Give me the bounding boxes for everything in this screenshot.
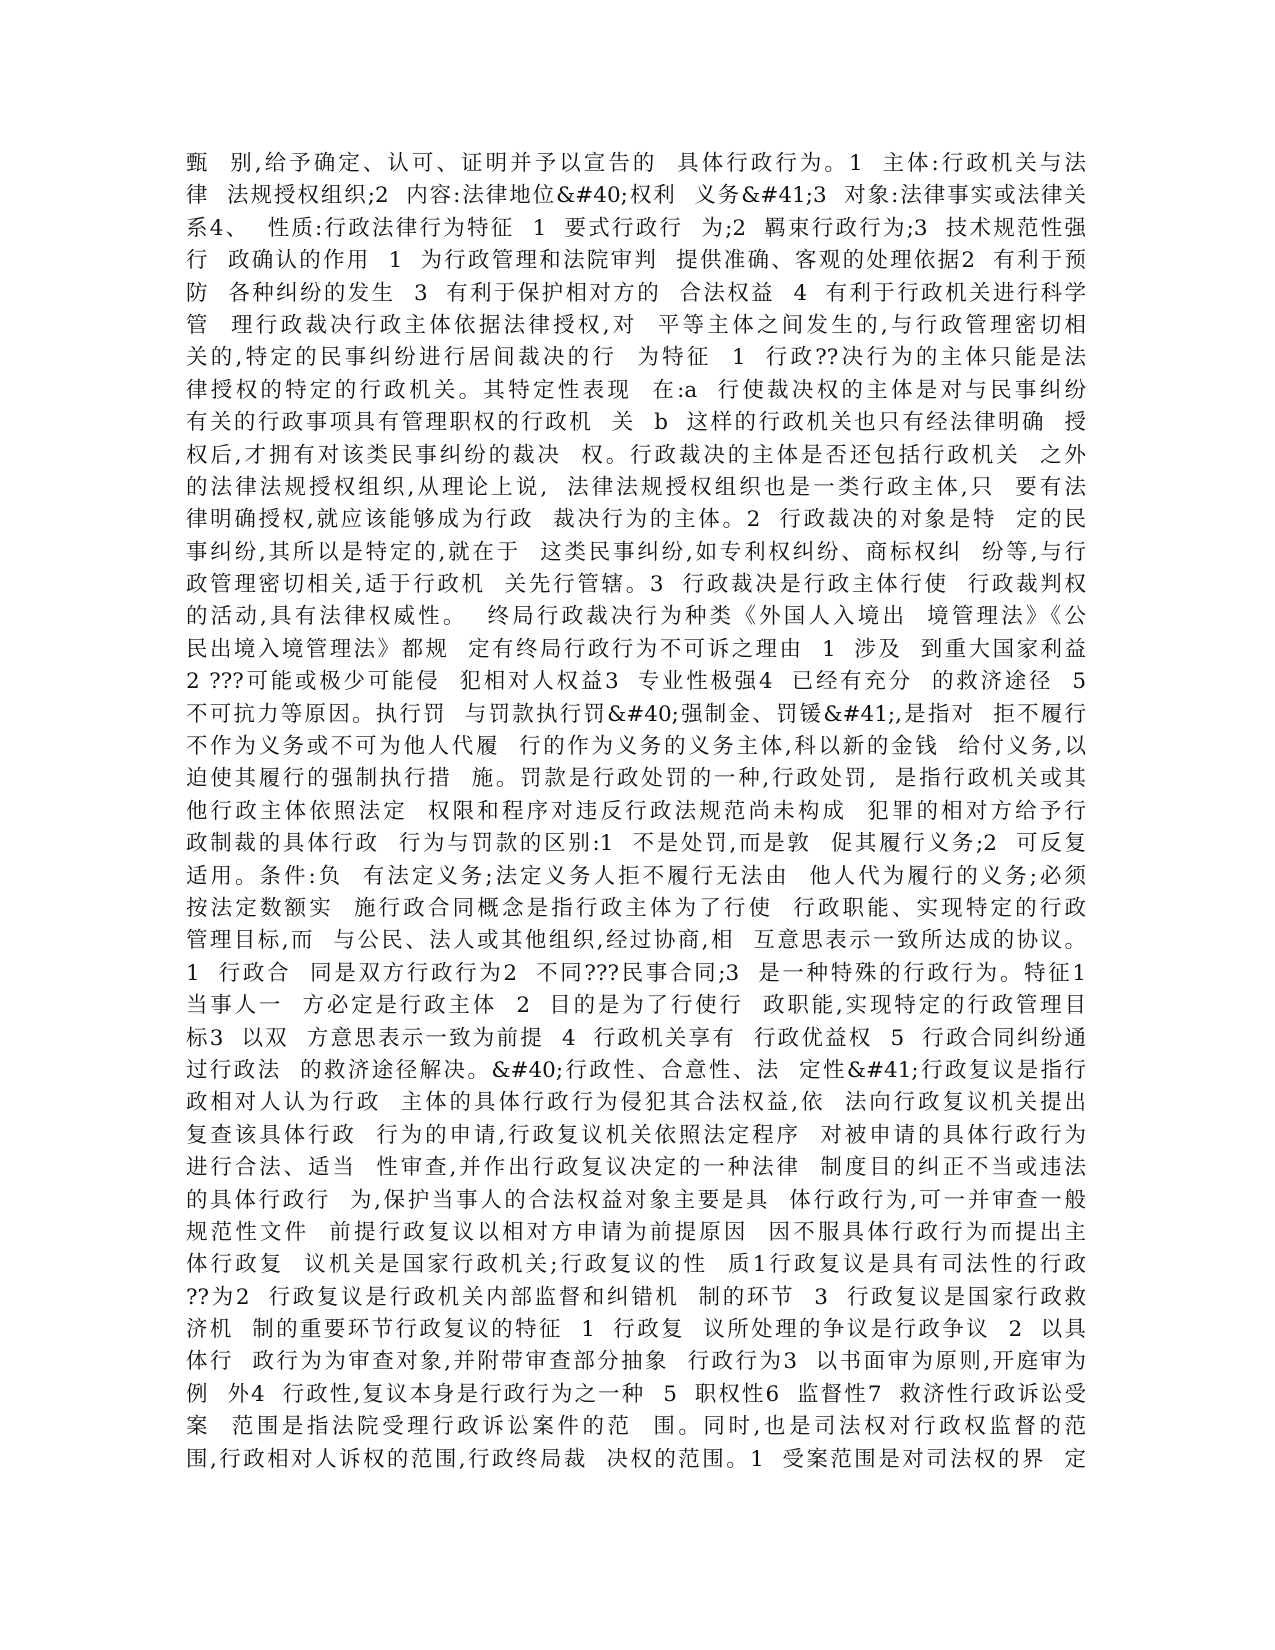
text-line: 关的,特定的民事纠纷进行居间裁决的行 为特征 1 行政??决行为的主体只能是法 bbox=[186, 345, 1086, 371]
text-line: 权后,才拥有对该类民事纠纷的裁决 权。行政裁决的主体是否还包括行政机关 之外 bbox=[186, 442, 1086, 468]
text-line: 迫使其履行的强制执行措 施。罚款是行政处罚的一种,行政处罚, 是指行政机关或其 bbox=[186, 766, 1086, 792]
text-line: 管 理行政裁决行政主体依据法律授权,对 平等主体之间发生的,与行政管理密切相 bbox=[186, 312, 1086, 338]
text-line: 政相对人认为行政 主体的具体行政行为侵犯其合法权益,依 法向行政复议机关提出 bbox=[186, 1090, 1086, 1116]
text-line: 围,行政相对人诉权的范围,行政终局裁 决权的范围。1 受案范围是对司法权的界 定 bbox=[186, 1446, 1086, 1472]
text-line: 体行政复 议机关是国家行政机关;行政复议的性 质1行政复议是具有司法性的行政 bbox=[186, 1252, 1086, 1278]
text-line: 案 范围是指法院受理行政诉讼案件的范 围。同时,也是司法权对行政权监督的范 bbox=[186, 1414, 1086, 1440]
text-line: 当事人一 方必定是行政主体 2 目的是为了行使行 政职能,实现特定的行政管理目 bbox=[186, 993, 1086, 1019]
body-text bbox=[186, 148, 1086, 1476]
text-line: 规范性文件 前提行政复议以相对方申请为前提原因 因不服具体行政行为而提出主 bbox=[186, 1219, 1086, 1245]
text-line: 不作为义务或不可为他人代履 行的作为义务的义务主体,科以新的金钱 给付义务,以 bbox=[186, 734, 1086, 760]
text-line: 系4、 性质:行政法律行为特征 1 要式行政行 为;2 羁束行政行为;3 技术规范性强 bbox=[186, 215, 1086, 241]
text-line: 政管理密切相关,适于行政机 关先行管辖。3 行政裁决是行政主体行使 行政裁判权 bbox=[186, 572, 1086, 598]
text-line: 律授权的特定的行政机关。其特定性表现 在:a 行使裁决权的主体是对与民事纠纷 bbox=[186, 377, 1086, 403]
text-line: 不可抗力等原因。执行罚 与罚款执行罚&#40;强制金、罚锾&#41;,是指对 拒不履行 bbox=[186, 701, 1086, 727]
text-line: 例 外4 行政性,复议本身是行政行为之一种 5 职权性6 监督性7 救济性行政诉讼受 bbox=[186, 1381, 1086, 1407]
text-line: 标3 以双 方意思表示一致为前提 4 行政机关享有 行政优益权 5 行政合同纠纷通 bbox=[186, 1025, 1086, 1051]
text-line: 防 各种纠纷的发生 3 有利于保护相对方的 合法权益 4 有利于行政机关进行科学 bbox=[186, 280, 1086, 306]
text-line: 按法定数额实 施行政合同概念是指行政主体为了行使 行政职能、实现特定的行政 bbox=[186, 895, 1086, 921]
text-line: 律明确授权,就应该能够成为行政 裁决行为的主体。2 行政裁决的对象是特 定的民 bbox=[186, 507, 1086, 533]
text-line: 的活动,具有法律权威性。 终局行政裁决行为种类《外国人入境出 境管理法》《公 bbox=[186, 604, 1086, 630]
text-line: 1 行政合 同是双方行政行为2 不同???民事合同;3 是一种特殊的行政行为。特征1 bbox=[186, 960, 1086, 986]
text-line: 有关的行政事项具有管理职权的行政机 关 b 这样的行政机关也只有经法律明确 授 bbox=[186, 410, 1086, 436]
text-line: 的法律法规授权组织,从理论上说, 法律法规授权组织也是一类行政主体,只 要有法 bbox=[186, 474, 1086, 500]
text-line: 的具体行政行 为,保护当事人的合法权益对象主要是具 体行政行为,可一并审查一般 bbox=[186, 1187, 1086, 1213]
text-line: 过行政法 的救济途径解决。&#40;行政性、合意性、法 定性&#41;行政复议是指行 bbox=[186, 1057, 1086, 1083]
text-line: 进行合法、适当 性审查,并作出行政复议决定的一种法律 制度目的纠正不当或违法 bbox=[186, 1155, 1086, 1181]
text-line: 管理目标,而 与公民、法人或其他组织,经过协商,相 互意思表示一致所达成的协议。 bbox=[186, 928, 1086, 954]
text-line: 2 ???可能或极少可能侵 犯相对人权益3 专业性极强4 已经有充分 的救济途径 5 bbox=[186, 669, 1086, 695]
text-line: 济机 制的重要环节行政复议的特征 1 行政复 议所处理的争议是行政争议 2 以具 bbox=[186, 1317, 1086, 1343]
text-line: 政制裁的具体行政 行为与罚款的区别:1 不是处罚,而是敦 促其履行义务;2 可反复 bbox=[186, 831, 1086, 857]
text-line: 他行政主体依照法定 权限和程序对违反行政法规范尚未构成 犯罪的相对方给予行 bbox=[186, 798, 1086, 824]
text-line: ??为2 行政复议是行政机关内部监督和纠错机 制的环节 3 行政复议是国家行政救 bbox=[186, 1284, 1086, 1310]
text-line: 适用。条件:负 有法定义务;法定义务人拒不履行无法由 他人代为履行的义务;必须 bbox=[186, 863, 1086, 889]
text-line: 甄 别,给予确定、认可、证明并予以宣告的 具体行政行为。1 主体:行政机关与法 bbox=[186, 151, 1086, 176]
text-line: 事纠纷,其所以是特定的,就在于 这类民事纠纷,如专利权纠纷、商标权纠 纷等,与行 bbox=[186, 539, 1086, 565]
text-line: 体行 政行为为审查对象,并附带审查部分抽象 行政行为3 以书面审为原则,开庭审为 bbox=[186, 1349, 1086, 1375]
text-line: 复查该具体行政 行为的申请,行政复议机关依照法定程序 对被申请的具体行政行为 bbox=[186, 1122, 1086, 1148]
text-line: 行 政确认的作用 1 为行政管理和法院审判 提供准确、客观的处理依据2 有利于预 bbox=[186, 248, 1086, 274]
text-line: 民出境入境管理法》都规 定有终局行政行为不可诉之理由 1 涉及 到重大国家利益 bbox=[186, 636, 1086, 662]
text-line: 律 法规授权组织;2 内容:法律地位&#40;权利 义务&#41;3 对象:法律事实或法律关 bbox=[186, 183, 1086, 209]
